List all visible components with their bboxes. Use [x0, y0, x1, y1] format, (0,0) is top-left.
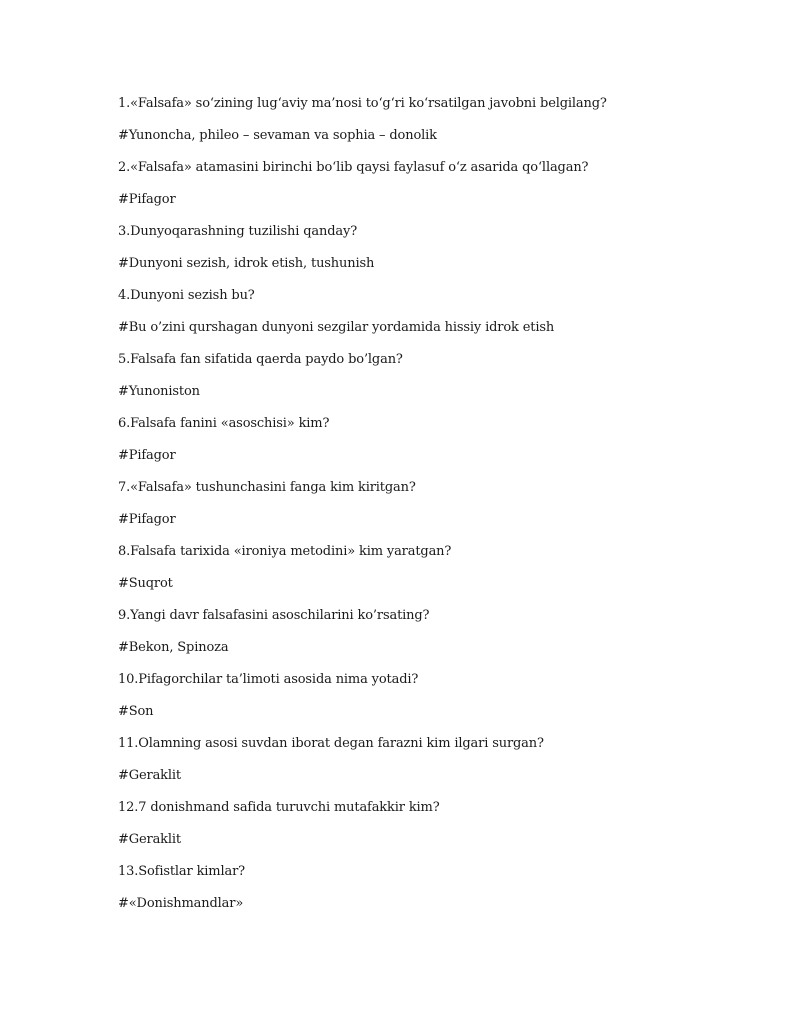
answer-text: #Yunoncha, phileo – sevaman va sophia – donolik: [118, 128, 437, 143]
answer-text: #Pifagor: [118, 448, 176, 463]
question-text: 4.Dunyoni sezish bu?: [118, 288, 255, 303]
answer-text: #Geraklit: [118, 768, 182, 783]
answer-text: #Dunyoni sezish, idrok etish, tushunish: [118, 256, 375, 271]
question-text: 6.Falsafa fanini «asoschisi» kim?: [118, 416, 330, 431]
question-list: [118, 88, 758, 920]
answer-text: #Yunoniston: [118, 384, 200, 399]
question-text: 8.Falsafa tarixida «ironiya metodini» kim yaratgan?: [118, 544, 452, 559]
question-text: 10.Pifagorchilar ta’limoti asosida nima yotadi?: [118, 672, 419, 687]
answer-text: #«Donishmandlar»: [118, 896, 244, 911]
answer-text: #Son: [118, 704, 154, 719]
answer-text: #Bekon, Spinoza: [118, 640, 229, 655]
question-text: 3.Dunyoqarashning tuzilishi qanday?: [118, 224, 358, 239]
answer-text: #Bu o’zini qurshagan dunyoni sezgilar yordamida hissiy idrok etish: [118, 320, 555, 335]
question-text: 1.«Falsafa» so‘zining lug‘aviy ma’nosi to‘g‘ri ko‘rsatilgan javobni belgilang?: [118, 96, 607, 111]
answer-text: #Pifagor: [118, 512, 176, 527]
question-text: 7.«Falsafa» tushunchasini fanga kim kiritgan?: [118, 480, 416, 495]
question-text: 12.7 donishmand safida turuvchi mutafakkir kim?: [118, 800, 440, 815]
answer-text: #Suqrot: [118, 576, 173, 591]
answer-text: #Pifagor: [118, 192, 176, 207]
question-text: 13.Sofistlar kimlar?: [118, 864, 245, 879]
question-text: 9.Yangi davr falsafasini asoschilarini ko’rsating?: [118, 608, 430, 623]
question-text: 2.«Falsafa» atamasini birinchi bo‘lib qaysi faylasuf o‘z asarida qo‘llagan?: [118, 160, 589, 175]
question-text: 5.Falsafa fan sifatida qaerda paydo bo’lgan?: [118, 352, 403, 367]
question-text: 11.Olamning asosi suvdan iborat degan farazni kim ilgari surgan?: [118, 736, 544, 751]
answer-text: #Geraklit: [118, 832, 182, 847]
